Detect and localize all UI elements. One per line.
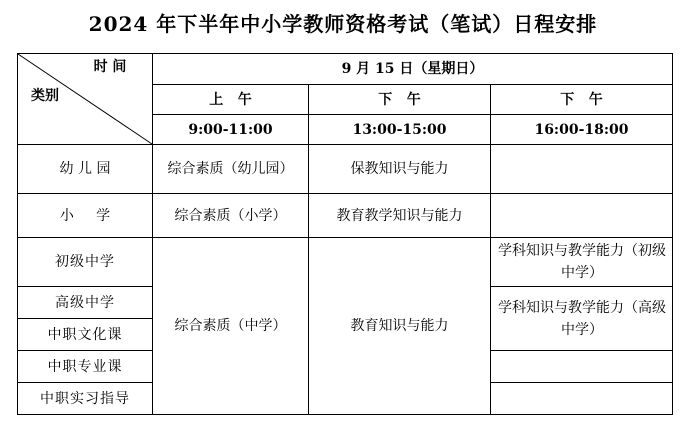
session-label-afternoon-2: 下 午 <box>560 91 603 108</box>
subject-kindergarten-care-knowledge: 保教知识与能力 <box>350 161 449 177</box>
corner-category-label: 类别 <box>31 88 59 104</box>
page-title: 2024 年下半年中小学教师资格考试（笔试）日程安排 <box>88 12 598 36</box>
category-kindergarten: 幼 儿 园 <box>59 161 111 177</box>
session-label-afternoon-1: 下 午 <box>378 91 421 108</box>
exam-date: 9 月 15 日（星期日） <box>341 61 484 77</box>
subject-secondary-comprehensive: 综合素质（中学） <box>174 318 287 334</box>
category-vocational-culture: 中职文化课 <box>47 326 123 343</box>
subject-primary-comprehensive: 综合素质（小学） <box>174 207 287 224</box>
subject-kindergarten-comprehensive: 综合素质（幼儿园） <box>167 161 294 177</box>
category-junior-high: 初级中学 <box>55 254 115 270</box>
category-vocational-internship: 中职实习指导 <box>40 390 130 407</box>
subject-senior-subject-knowledge: 学科知识与教学能力（高级中学） <box>498 299 666 338</box>
session-time-morning: 9:00-11:00 <box>188 121 273 138</box>
session-label-morning: 上 午 <box>209 91 252 108</box>
subject-primary-teaching-knowledge: 教育教学知识与能力 <box>336 207 463 224</box>
subject-secondary-education-knowledge: 教育知识与能力 <box>350 318 449 334</box>
corner-time-label: 时 间 <box>93 59 127 75</box>
session-time-afternoon-1: 13:00-15:00 <box>352 121 447 138</box>
category-primary: 小 学 <box>59 207 111 224</box>
session-time-afternoon-2: 16:00-18:00 <box>534 121 629 138</box>
category-senior-high: 高级中学 <box>55 294 115 311</box>
subject-junior-subject-knowledge: 学科知识与教学能力（初级中学） <box>498 243 666 281</box>
category-vocational-professional: 中职专业课 <box>47 358 123 375</box>
